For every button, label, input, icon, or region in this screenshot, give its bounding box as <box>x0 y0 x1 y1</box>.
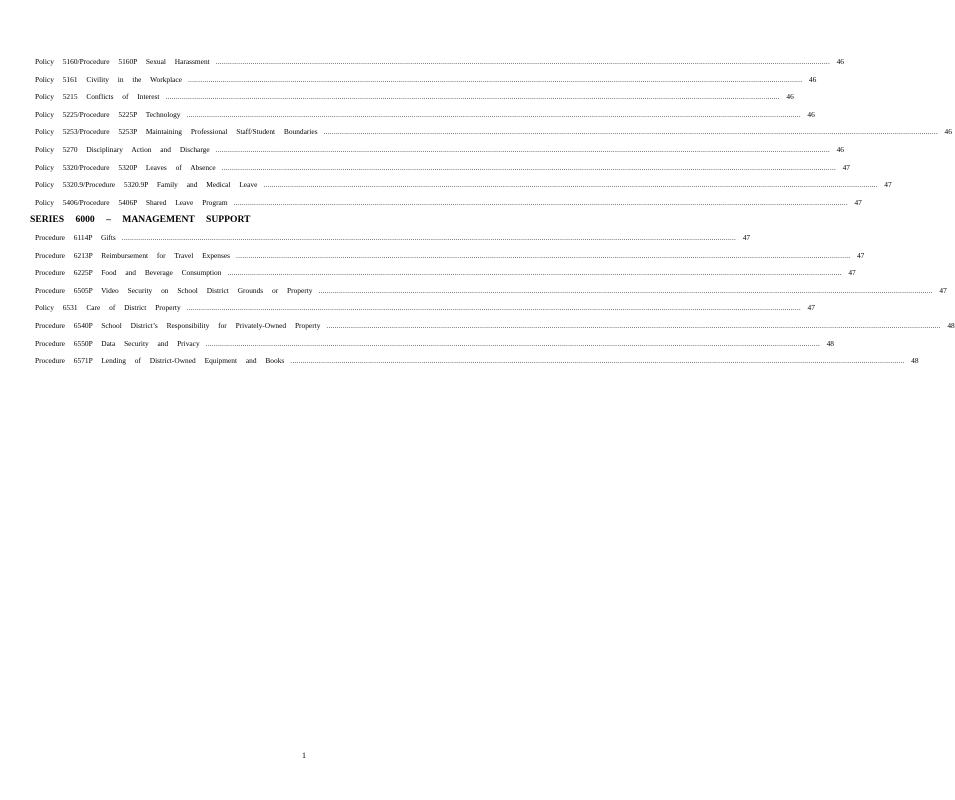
toc-entry[interactable] <box>35 194 862 212</box>
toc-dot-leader: ............................................................................................................................................................................................................................................................................................................ <box>318 285 933 295</box>
toc-entry[interactable] <box>35 141 844 159</box>
toc-group-series-6000 <box>35 229 955 370</box>
toc-entry-title: Procedure 6225P Food and Beverage Consumption <box>35 268 222 278</box>
toc-dot-leader: ............................................................................................................................................................................................................................................................................................................ <box>236 250 851 260</box>
toc-entry[interactable] <box>35 123 952 141</box>
toc-entry[interactable] <box>35 106 815 124</box>
toc-entry-page: 47 <box>807 303 815 313</box>
toc-entry-title: Procedure 6540P School District’s Responsibility for Privately-Owned Property <box>35 320 321 330</box>
toc-entry[interactable] <box>35 229 751 247</box>
toc-entry[interactable] <box>35 335 834 353</box>
toc-dot-leader: ............................................................................................................................................................................................................................................................................................................ <box>121 232 737 242</box>
toc-entry[interactable] <box>35 88 794 106</box>
toc-entry-page: 46 <box>836 144 844 154</box>
toc-entry-page: 46 <box>836 57 844 66</box>
toc-entry-title: Policy 5320.9/Procedure 5320.9P Family and Medical Leave <box>35 180 258 190</box>
toc-entry[interactable] <box>35 282 947 300</box>
toc-entry-page: 47 <box>842 162 850 172</box>
toc-entry-title: Procedure 6550P Data Security and Privacy <box>35 338 200 348</box>
toc-dot-leader: ............................................................................................................................................................................................................................................................................................................ <box>186 303 801 313</box>
toc-entry-page: 48 <box>911 356 919 366</box>
toc-dot-leader: ............................................................................................................................................................................................................................................................................................................ <box>233 197 848 207</box>
toc-entry-title: Policy 5225/Procedure 5225P Technology <box>35 109 181 119</box>
toc-entry-page: 47 <box>856 250 865 260</box>
toc-entry-page: 48 <box>947 320 955 330</box>
toc-entry-title: Policy 5270 Disciplinary Action and Discharge <box>35 144 210 154</box>
toc-entry[interactable] <box>35 176 892 194</box>
toc-entry-page: 46 <box>786 92 794 102</box>
toc-entry-page: 47 <box>854 197 862 207</box>
toc-entry[interactable] <box>35 299 815 317</box>
toc-entry-page: 48 <box>826 338 834 348</box>
toc-dot-leader: ............................................................................................................................................................................................................................................................................................................ <box>263 180 878 190</box>
toc-entry-title: Procedure 6114P Gifts <box>35 232 116 242</box>
toc-dot-leader: ............................................................................................................................................................................................................................................................................................................ <box>323 127 938 137</box>
toc-entry[interactable] <box>35 247 865 265</box>
page-number: 1 <box>302 751 306 760</box>
toc-entry[interactable] <box>35 264 856 282</box>
toc-dot-leader: ............................................................................................................................................................................................................................................................................................................ <box>221 162 836 172</box>
toc-entry-page: 47 <box>742 232 751 242</box>
toc-dot-leader: ............................................................................................................................................................................................................................................................................................................ <box>215 144 830 154</box>
toc-entry-title: Procedure 6571P Lending of District-Owned Equipment and Books <box>35 356 285 366</box>
toc-dot-leader: ............................................................................................................................................................................................................................................................................................................ <box>165 92 780 102</box>
toc-entry-title: Policy 5160/Procedure 5160P Sexual Harassment <box>35 57 210 66</box>
toc-entry-page: 47 <box>848 268 856 278</box>
toc-entry-title: Procedure 6505P Video Security on School District Grounds or Property <box>35 285 313 295</box>
toc-entry-title: Policy 5320/Procedure 5320P Leaves of Absence <box>35 162 216 172</box>
toc-entry-title: Policy 5253/Procedure 5253P Maintaining Professional Staff/Student Boundaries <box>35 127 318 137</box>
toc-entry[interactable] <box>35 317 955 335</box>
toc-dot-leader: ............................................................................................................................................................................................................................................................................................................ <box>227 268 842 278</box>
toc-entry-page: 47 <box>884 180 892 190</box>
toc-dot-leader: ............................................................................................................................................................................................................................................................................................................ <box>326 320 941 330</box>
toc-entry[interactable] <box>35 71 817 89</box>
toc-group-series-5000 <box>35 53 952 211</box>
toc-entry-page: 46 <box>807 109 815 119</box>
series-heading: SERIES 6000 – MANAGEMENT SUPPORT <box>30 214 251 226</box>
toc-entry-page: 47 <box>939 285 947 295</box>
toc-entry-title: Policy 6531 Care of District Property <box>35 303 181 313</box>
toc-entry-title: Policy 5406/Procedure 5406P Shared Leave Program <box>35 197 228 207</box>
toc-entry[interactable] <box>35 53 844 71</box>
toc-entry-title: Policy 5161 Civility in the Workplace <box>35 74 182 84</box>
toc-dot-leader: ............................................................................................................................................................................................................................................................................................................ <box>215 57 830 66</box>
toc-entry-title: Policy 5215 Conflicts of Interest <box>35 92 160 102</box>
toc-dot-leader: ............................................................................................................................................................................................................................................................................................................ <box>186 109 801 119</box>
toc-entry-title: Procedure 6213P Reimbursement for Travel Expenses <box>35 250 231 260</box>
toc-dot-leader: ............................................................................................................................................................................................................................................................................................................ <box>187 74 803 84</box>
table-of-contents <box>30 53 955 370</box>
toc-entry[interactable] <box>35 159 850 177</box>
toc-dot-leader: ............................................................................................................................................................................................................................................................................................................ <box>205 338 820 348</box>
toc-entry-page: 46 <box>808 74 817 84</box>
toc-entry[interactable] <box>35 352 919 370</box>
toc-dot-leader: ............................................................................................................................................................................................................................................................................................................ <box>290 356 905 366</box>
toc-entry-page: 46 <box>944 127 952 137</box>
